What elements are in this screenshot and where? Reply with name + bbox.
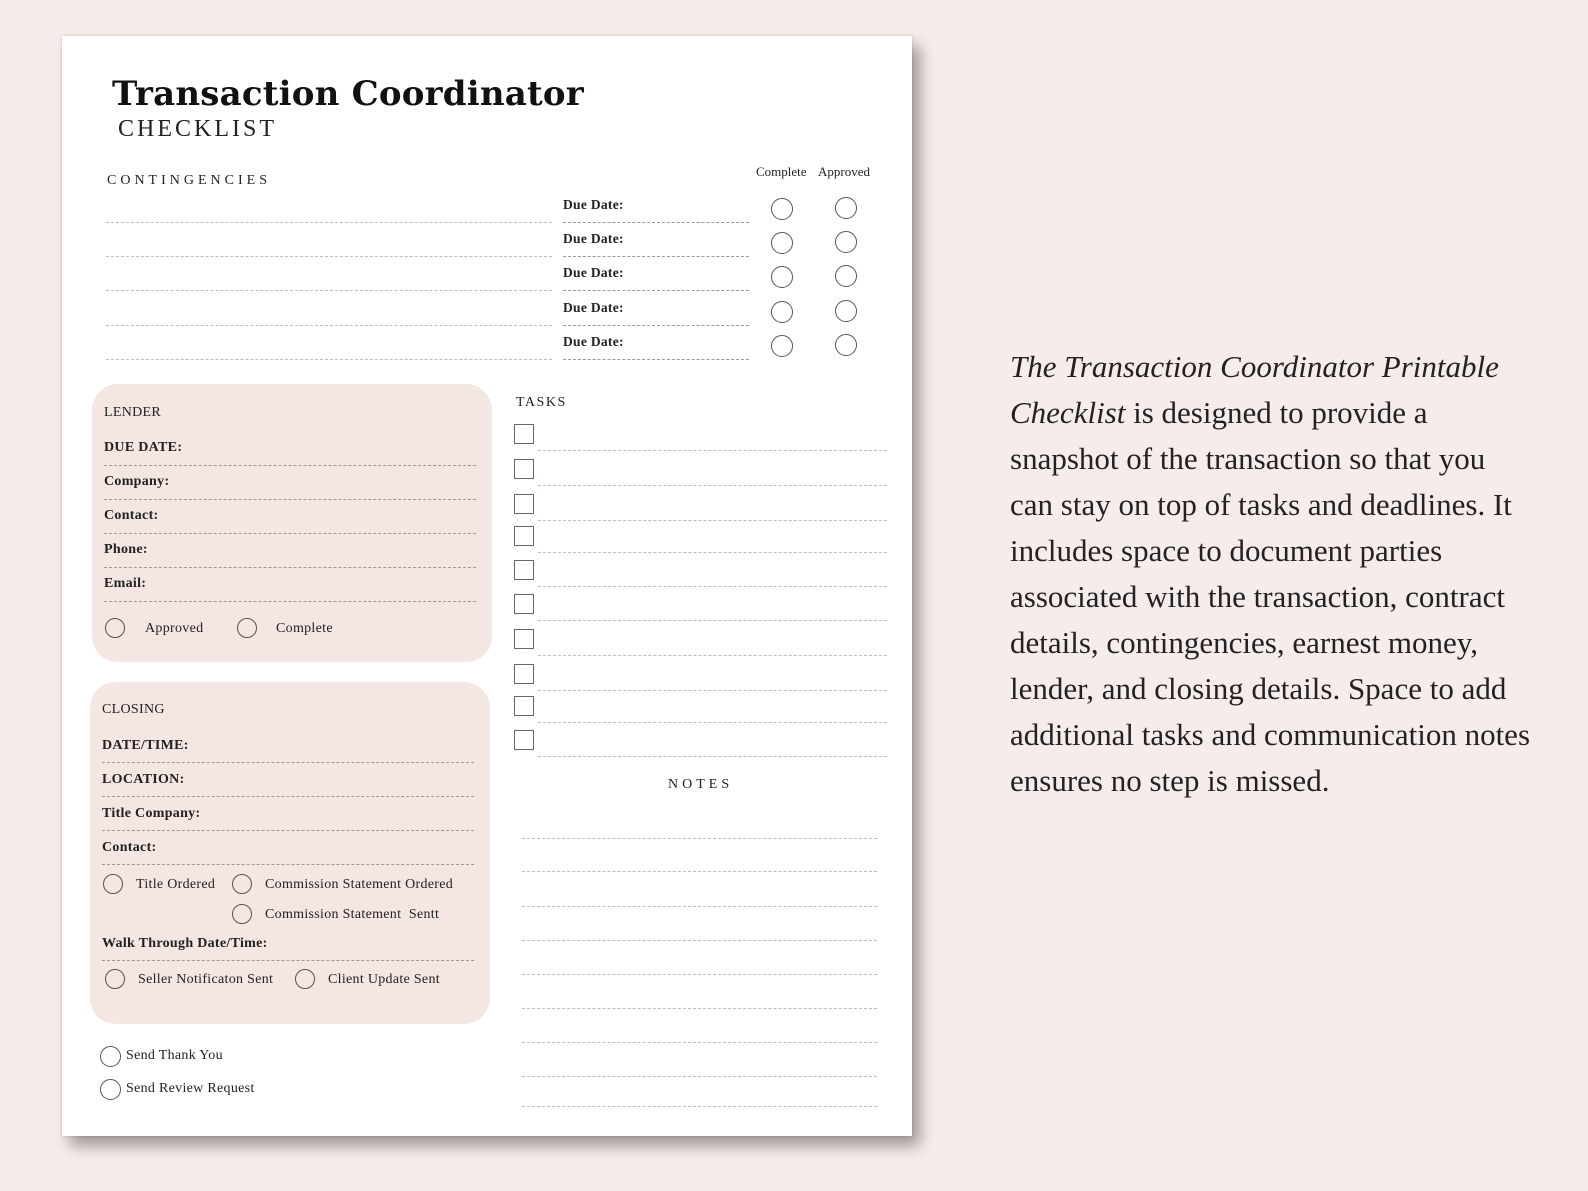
contingency-line[interactable] — [106, 222, 552, 223]
task-line[interactable] — [538, 756, 887, 757]
lender-field-label: Phone: — [104, 542, 148, 557]
due-date-label: Due Date: — [563, 300, 624, 315]
task-checkbox[interactable] — [514, 424, 534, 444]
due-date-label: Due Date: — [563, 334, 624, 349]
contingency-approved-radio[interactable] — [835, 197, 857, 219]
contingency-line[interactable] — [106, 256, 552, 257]
contingency-approved-radio[interactable] — [835, 231, 857, 253]
contingency-line[interactable] — [106, 290, 552, 291]
due-date-label: Due Date: — [563, 265, 624, 280]
task-line[interactable] — [538, 520, 887, 521]
lender-field-line[interactable] — [104, 601, 476, 602]
walk-through-line[interactable] — [102, 960, 474, 961]
send-thank-you-radio[interactable] — [100, 1046, 121, 1067]
page-title: Transaction Coordinator — [112, 74, 584, 114]
lender-field-label: Company: — [104, 474, 170, 489]
lender-field-label: DUE DATE: — [104, 440, 183, 455]
contingency-line[interactable] — [106, 325, 552, 326]
contingency-line[interactable] — [106, 359, 552, 360]
commission-sent-radio[interactable] — [232, 904, 252, 924]
task-checkbox[interactable] — [514, 730, 534, 750]
lender-field-line[interactable] — [104, 499, 476, 500]
closing-field-line[interactable] — [102, 864, 474, 865]
task-line[interactable] — [538, 722, 887, 723]
notes-line[interactable] — [522, 871, 877, 872]
send-review-radio[interactable] — [100, 1079, 121, 1100]
task-checkbox[interactable] — [514, 560, 534, 580]
due-date-line[interactable] — [563, 222, 749, 223]
closing-field-label: LOCATION: — [102, 772, 185, 787]
task-line[interactable] — [538, 620, 887, 621]
client-update-label: Client Update Sent — [328, 972, 440, 987]
commission-ordered-radio[interactable] — [232, 874, 252, 894]
client-update-radio[interactable] — [295, 969, 315, 989]
notes-line[interactable] — [522, 940, 877, 941]
due-date-label: Due Date: — [563, 197, 624, 212]
lender-heading: LENDER — [104, 405, 162, 420]
lender-approved-label: Approved — [145, 621, 204, 636]
closing-field-label: Contact: — [102, 840, 157, 855]
lender-complete-radio[interactable] — [237, 618, 257, 638]
contingency-complete-radio[interactable] — [771, 232, 793, 254]
notes-line[interactable] — [522, 1042, 877, 1043]
closing-field-line[interactable] — [102, 796, 474, 797]
due-date-label: Due Date: — [563, 231, 624, 246]
closing-heading: CLOSING — [102, 702, 165, 717]
title-ordered-label: Title Ordered — [136, 877, 216, 892]
lender-approved-radio[interactable] — [105, 618, 125, 638]
notes-line[interactable] — [522, 1106, 877, 1107]
contingency-complete-radio[interactable] — [771, 301, 793, 323]
page-subtitle: CHECKLIST — [118, 116, 277, 142]
task-line[interactable] — [538, 655, 887, 656]
tasks-heading: TASKS — [516, 395, 567, 410]
task-line[interactable] — [538, 552, 887, 553]
lender-field-line[interactable] — [104, 567, 476, 568]
notes-heading: NOTES — [668, 777, 734, 792]
due-date-line[interactable] — [563, 325, 749, 326]
contingency-complete-radio[interactable] — [771, 335, 793, 357]
task-checkbox[interactable] — [514, 629, 534, 649]
lender-field-line[interactable] — [104, 465, 476, 466]
task-checkbox[interactable] — [514, 494, 534, 514]
approved-column-header: Approved — [818, 164, 870, 179]
lender-complete-label: Complete — [276, 621, 333, 636]
closing-panel — [90, 682, 490, 1024]
contingency-approved-radio[interactable] — [835, 300, 857, 322]
lender-field-line[interactable] — [104, 533, 476, 534]
description-italic: The Transaction Coordinator Printable Checklist — [1010, 349, 1499, 430]
contingency-approved-radio[interactable] — [835, 334, 857, 356]
task-line[interactable] — [538, 586, 887, 587]
due-date-line[interactable] — [563, 359, 749, 360]
task-line[interactable] — [538, 485, 887, 486]
lender-field-label: Contact: — [104, 508, 159, 523]
send-review-label: Send Review Request — [126, 1081, 255, 1096]
checklist-sheet — [62, 36, 912, 1136]
description-body: is designed to provide a snapshot of the transaction so that you can stay on top of tasks and deadlines. It includes space to document parties associated with the transaction, contract details, contingencies, earnest money, lender, and closing details. Space to add additional tasks and communication notes ensures no step is missed. — [1010, 395, 1531, 798]
commission-sent-label: Commission Statement Sentt — [265, 907, 440, 922]
notes-line[interactable] — [522, 1008, 877, 1009]
product-description — [1010, 344, 1530, 804]
notes-line[interactable] — [522, 1076, 877, 1077]
notes-line[interactable] — [522, 974, 877, 975]
closing-field-line[interactable] — [102, 762, 474, 763]
seller-notification-label: Seller Notificaton Sent — [138, 972, 274, 987]
contingencies-heading: CONTINGENCIES — [107, 173, 271, 188]
complete-column-header: Complete — [756, 164, 807, 179]
task-checkbox[interactable] — [514, 594, 534, 614]
task-line[interactable] — [538, 450, 887, 451]
task-line[interactable] — [538, 690, 887, 691]
contingency-approved-radio[interactable] — [835, 265, 857, 287]
closing-field-line[interactable] — [102, 830, 474, 831]
notes-line[interactable] — [522, 906, 877, 907]
lender-field-label: Email: — [104, 576, 147, 591]
task-checkbox[interactable] — [514, 664, 534, 684]
task-checkbox[interactable] — [514, 696, 534, 716]
task-checkbox[interactable] — [514, 526, 534, 546]
lender-panel — [92, 384, 492, 662]
notes-line[interactable] — [522, 838, 877, 839]
task-checkbox[interactable] — [514, 459, 534, 479]
contingency-complete-radio[interactable] — [771, 198, 793, 220]
due-date-line[interactable] — [563, 290, 749, 291]
send-thank-you-label: Send Thank You — [126, 1048, 223, 1063]
commission-ordered-label: Commission Statement Ordered — [265, 877, 454, 892]
closing-field-label: DATE/TIME: — [102, 738, 189, 753]
closing-field-label: Title Company: — [102, 806, 201, 821]
seller-notification-radio[interactable] — [105, 969, 125, 989]
contingency-complete-radio[interactable] — [771, 266, 793, 288]
title-ordered-radio[interactable] — [103, 874, 123, 894]
due-date-line[interactable] — [563, 256, 749, 257]
walk-through-label: Walk Through Date/Time: — [102, 936, 268, 951]
